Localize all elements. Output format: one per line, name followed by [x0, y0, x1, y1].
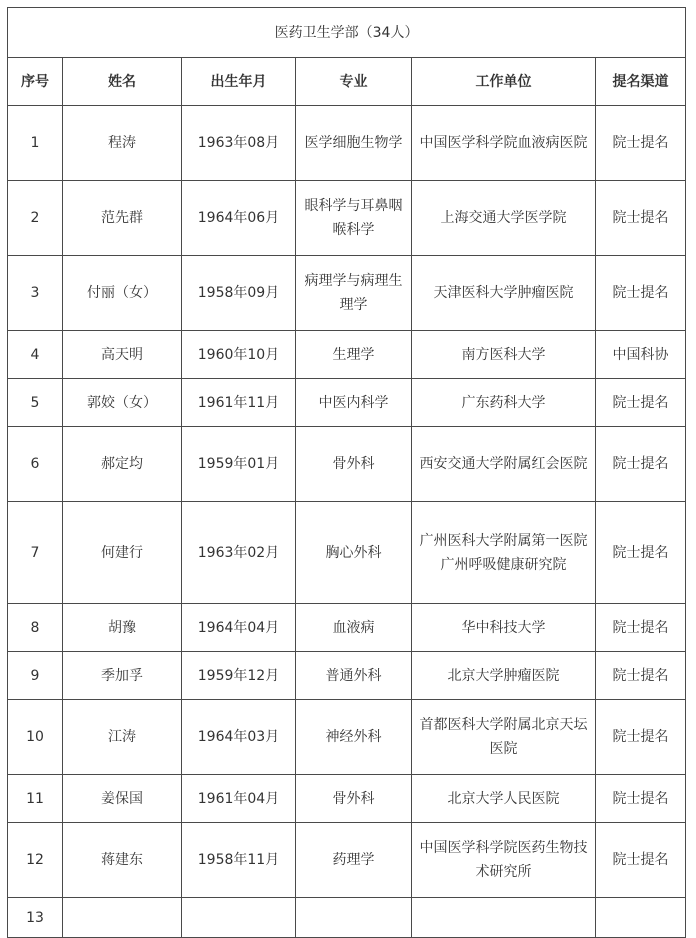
cell-major: 神经外科 — [296, 700, 412, 775]
header-name: 姓名 — [63, 58, 182, 106]
cell-birth: 1960年10月 — [182, 331, 296, 379]
cell-unit: 西安交通大学附属红会医院 — [412, 427, 596, 502]
cell-unit: 北京大学人民医院 — [412, 775, 596, 823]
header-major: 专业 — [296, 58, 412, 106]
cell-unit: 中国医学科学院血液病医院 — [412, 106, 596, 181]
cell-major: 中医内科学 — [296, 379, 412, 427]
cell-no: 11 — [8, 775, 63, 823]
cell-channel: 院士提名 — [596, 502, 686, 604]
cell-birth: 1964年06月 — [182, 181, 296, 256]
cell-unit: 天津医科大学肿瘤医院 — [412, 256, 596, 331]
table-body — [8, 8, 686, 938]
cell-unit: 广州医科大学附属第一医院广州呼吸健康研究院 — [412, 502, 596, 604]
cell-name — [63, 898, 182, 938]
cell-channel — [596, 898, 686, 938]
cell-birth: 1963年08月 — [182, 106, 296, 181]
cell-major: 骨外科 — [296, 427, 412, 502]
header-birth: 出生年月 — [182, 58, 296, 106]
cell-name: 高天明 — [63, 331, 182, 379]
cell-channel: 院士提名 — [596, 106, 686, 181]
table-caption-row — [8, 8, 686, 58]
table-header-row — [8, 58, 686, 106]
cell-birth: 1958年09月 — [182, 256, 296, 331]
cell-birth: 1959年12月 — [182, 652, 296, 700]
table-row — [8, 700, 686, 775]
cell-channel: 院士提名 — [596, 379, 686, 427]
cell-major: 药理学 — [296, 823, 412, 898]
cell-name: 蒋建东 — [63, 823, 182, 898]
cell-channel: 院士提名 — [596, 427, 686, 502]
table-row — [8, 256, 686, 331]
table-row — [8, 502, 686, 604]
header-unit: 工作单位 — [412, 58, 596, 106]
cell-name: 姜保国 — [63, 775, 182, 823]
cell-birth: 1964年04月 — [182, 604, 296, 652]
cell-no: 9 — [8, 652, 63, 700]
cell-name: 郝定均 — [63, 427, 182, 502]
cell-no: 2 — [8, 181, 63, 256]
table-row — [8, 775, 686, 823]
cell-unit: 华中科技大学 — [412, 604, 596, 652]
cell-major: 普通外科 — [296, 652, 412, 700]
header-no: 序号 — [8, 58, 63, 106]
cell-major — [296, 898, 412, 938]
cell-channel: 院士提名 — [596, 775, 686, 823]
cell-channel: 院士提名 — [596, 604, 686, 652]
header-channel: 提名渠道 — [596, 58, 686, 106]
cell-channel: 院士提名 — [596, 652, 686, 700]
table-row — [8, 427, 686, 502]
cell-no: 4 — [8, 331, 63, 379]
cell-major: 医学细胞生物学 — [296, 106, 412, 181]
cell-major: 生理学 — [296, 331, 412, 379]
cell-name: 郭姣（女） — [63, 379, 182, 427]
cell-name: 江涛 — [63, 700, 182, 775]
cell-major: 眼科学与耳鼻咽喉科学 — [296, 181, 412, 256]
cell-unit: 南方医科大学 — [412, 331, 596, 379]
cell-unit: 中国医学科学院医药生物技术研究所 — [412, 823, 596, 898]
cell-major: 骨外科 — [296, 775, 412, 823]
table-caption: 医药卫生学部（34人） — [8, 8, 686, 58]
cell-birth: 1961年04月 — [182, 775, 296, 823]
cell-unit — [412, 898, 596, 938]
table-row — [8, 823, 686, 898]
table-row — [8, 604, 686, 652]
cell-no: 3 — [8, 256, 63, 331]
table-row — [8, 106, 686, 181]
cell-birth: 1958年11月 — [182, 823, 296, 898]
cell-no: 8 — [8, 604, 63, 652]
table-row — [8, 652, 686, 700]
cell-unit: 北京大学肿瘤医院 — [412, 652, 596, 700]
cell-no: 7 — [8, 502, 63, 604]
cell-channel: 院士提名 — [596, 256, 686, 331]
cell-birth: 1961年11月 — [182, 379, 296, 427]
cell-no: 13 — [8, 898, 63, 938]
cell-unit: 首都医科大学附属北京天坛医院 — [412, 700, 596, 775]
cell-name: 何建行 — [63, 502, 182, 604]
cell-name: 付丽（女） — [63, 256, 182, 331]
academician-candidate-table — [7, 7, 686, 938]
cell-no: 6 — [8, 427, 63, 502]
cell-no: 1 — [8, 106, 63, 181]
cell-birth: 1959年01月 — [182, 427, 296, 502]
cell-unit: 广东药科大学 — [412, 379, 596, 427]
cell-birth: 1963年02月 — [182, 502, 296, 604]
cell-birth — [182, 898, 296, 938]
cell-no: 5 — [8, 379, 63, 427]
cell-channel: 院士提名 — [596, 823, 686, 898]
cell-channel: 院士提名 — [596, 181, 686, 256]
cell-unit: 上海交通大学医学院 — [412, 181, 596, 256]
cell-name: 范先群 — [63, 181, 182, 256]
cell-no: 12 — [8, 823, 63, 898]
table-row — [8, 331, 686, 379]
table-row — [8, 181, 686, 256]
cell-channel: 中国科协 — [596, 331, 686, 379]
cell-name: 胡豫 — [63, 604, 182, 652]
table-row — [8, 379, 686, 427]
cell-birth: 1964年03月 — [182, 700, 296, 775]
cell-name: 程涛 — [63, 106, 182, 181]
cell-no: 10 — [8, 700, 63, 775]
cell-name: 季加孚 — [63, 652, 182, 700]
cell-channel: 院士提名 — [596, 700, 686, 775]
cell-major: 胸心外科 — [296, 502, 412, 604]
table-row — [8, 898, 686, 938]
cell-major: 病理学与病理生理学 — [296, 256, 412, 331]
cell-major: 血液病 — [296, 604, 412, 652]
